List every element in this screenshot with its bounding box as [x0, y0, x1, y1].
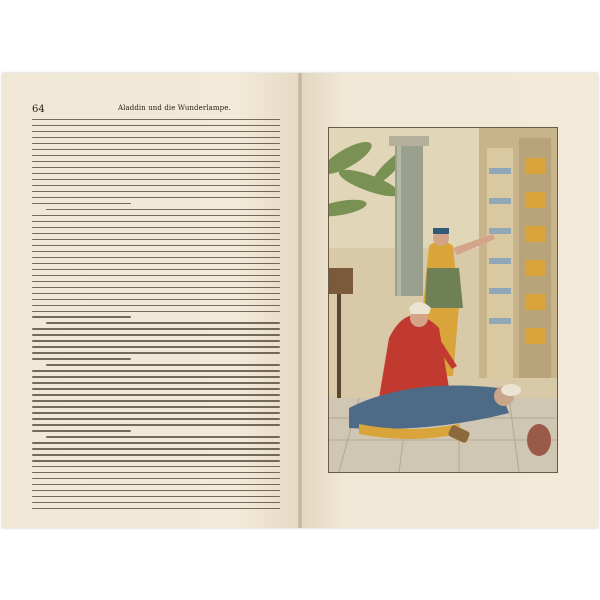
- text-line: [32, 281, 280, 282]
- text-line: [32, 442, 280, 443]
- text-line: [32, 275, 280, 276]
- running-head: Aladdin und die Wunderlampe.: [118, 104, 231, 112]
- text-line: [32, 161, 280, 162]
- text-line: [46, 436, 280, 437]
- text-line: [32, 430, 131, 431]
- text-line: [32, 352, 280, 353]
- text-line: [32, 293, 280, 294]
- text-line: [32, 119, 280, 120]
- text-line: [32, 263, 280, 264]
- text-line: [32, 311, 280, 312]
- text-line: [32, 466, 280, 467]
- text-line: [32, 508, 280, 509]
- text-line: [32, 334, 280, 335]
- text-line: [32, 418, 280, 419]
- text-line: [32, 502, 280, 503]
- left-page: [2, 73, 298, 528]
- text-line: [32, 316, 131, 317]
- text-line: [32, 328, 280, 329]
- text-line: [32, 460, 280, 461]
- page-number: 64: [32, 104, 45, 115]
- text-line: [46, 364, 280, 365]
- text-line: [32, 221, 280, 222]
- text-line: [32, 382, 280, 383]
- body-text: [32, 119, 280, 511]
- text-line: [32, 299, 280, 300]
- text-line: [32, 203, 131, 204]
- text-line: [32, 185, 280, 186]
- text-line: [32, 245, 280, 246]
- text-line: [32, 233, 280, 234]
- illustration-scene: [329, 128, 557, 472]
- decorated-wall: [479, 128, 557, 378]
- text-line: [32, 227, 280, 228]
- text-line: [32, 239, 280, 240]
- text-line: [32, 155, 280, 156]
- text-line: [32, 179, 280, 180]
- text-line: [32, 370, 280, 371]
- text-line: [32, 131, 280, 132]
- text-line: [32, 484, 280, 485]
- text-line: [32, 305, 280, 306]
- text-line: [32, 143, 280, 144]
- stone-column: [389, 136, 429, 296]
- text-line: [46, 209, 280, 210]
- text-line: [32, 125, 280, 126]
- text-line: [32, 388, 280, 389]
- text-line: [32, 496, 280, 497]
- text-line: [32, 149, 280, 150]
- text-line: [32, 448, 280, 449]
- text-line: [32, 346, 280, 347]
- vase: [527, 424, 551, 456]
- text-line: [32, 287, 280, 288]
- text-line: [32, 251, 280, 252]
- text-line: [32, 400, 280, 401]
- text-line: [32, 472, 280, 473]
- text-line: [32, 490, 280, 491]
- text-line: [32, 137, 280, 138]
- text-line: [32, 358, 131, 359]
- text-line: [32, 424, 280, 425]
- text-line: [32, 173, 280, 174]
- text-line: [32, 412, 280, 413]
- book-spread: [2, 73, 598, 528]
- text-line: [32, 454, 280, 455]
- text-line: [32, 197, 280, 198]
- text-line: [32, 376, 280, 377]
- text-line: [32, 167, 280, 168]
- text-line: [32, 406, 280, 407]
- text-line: [32, 269, 280, 270]
- text-line: [32, 257, 280, 258]
- text-line: [32, 340, 280, 341]
- right-page: [302, 73, 598, 528]
- text-line: [32, 191, 280, 192]
- text-line: [46, 322, 280, 323]
- text-line: [32, 215, 280, 216]
- text-line: [32, 478, 280, 479]
- text-line: [32, 394, 280, 395]
- illustration-plate: [328, 127, 558, 473]
